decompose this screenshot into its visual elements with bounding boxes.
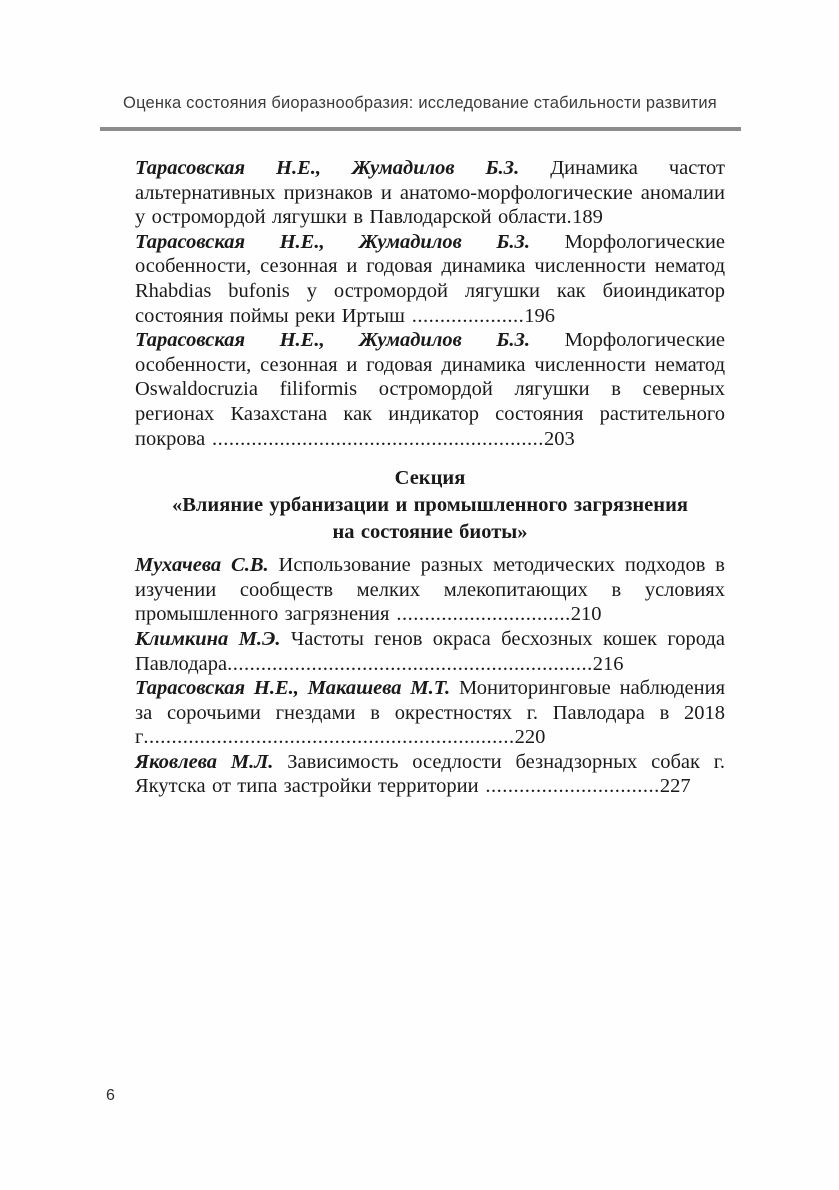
- entry-authors: Мухачева С.В.: [135, 554, 269, 577]
- entry-page-number: 196: [524, 304, 555, 327]
- entry-title: Морфологические особенности, сезонная и годовая динамика численности нематод Rhabdias bufonis у остромордой лягушки как биоиндикатор состояния поймы реки Иртыш: [135, 230, 726, 327]
- section-heading: [135, 465, 725, 546]
- toc-entry: [135, 230, 725, 328]
- header-rule: [100, 127, 741, 131]
- entry-page-number: 203: [543, 427, 575, 450]
- entry-page-number: 216: [592, 652, 624, 675]
- toc-entry: [135, 676, 725, 750]
- dot-leader: .................................................................: [227, 652, 593, 675]
- entry-title: Мониторинговые наблюдения за сорочьими гнездами в окрестностях г. Павлодара в 2018 г: [135, 677, 725, 749]
- section-heading-line: на состояние биоты»: [332, 521, 528, 544]
- entry-title: Динамика частот альтернативных признаков и анатомо-морфологические аномалии у остромордой лягушки в Павлодарской области: [135, 157, 725, 229]
- dot-leader: .: [566, 206, 573, 229]
- entry-authors: Тарасовская Н.Е., Жумадилов Б.З.: [135, 230, 531, 253]
- section-heading-line: «Влияние урбанизации и промышленного загрязнения: [172, 494, 688, 517]
- toc-entry: [135, 156, 725, 230]
- toc-entry: [135, 750, 725, 799]
- toc-entry: [135, 627, 725, 676]
- toc-entry: [135, 553, 725, 627]
- entry-page-number: 210: [570, 603, 602, 626]
- page-number: 6: [106, 1087, 115, 1104]
- toc-entry: [135, 328, 725, 451]
- entry-authors: Тарасовская Н.Е., Жумадилов Б.З.: [135, 329, 531, 352]
- dot-leader: ....................: [404, 304, 525, 327]
- table-of-contents: [135, 156, 725, 799]
- dot-leader: ..................................................................: [143, 726, 515, 749]
- dot-leader: ...............................: [478, 775, 660, 798]
- entry-page-number: 189: [572, 206, 603, 229]
- entry-title: Частоты генов окраса бесхозных кошек города Павлодара: [135, 627, 725, 675]
- entry-authors: Климкина М.Э.: [135, 627, 281, 650]
- dot-leader: ...........................................................: [205, 427, 544, 450]
- entry-title: Морфологические особенности, сезонная и годовая динамика численности нематод Oswaldocruzia filiformis остромордой лягушки в северных регионах Казахстана как индикатор состояния растительного покрова: [135, 329, 726, 450]
- entry-authors: Тарасовская Н.Е., Макашева М.Т.: [135, 677, 451, 700]
- section-heading-line: Секция: [394, 467, 466, 490]
- entry-page-number: 220: [514, 726, 546, 749]
- entry-page-number: 227: [659, 775, 691, 798]
- dot-leader: ...............................: [389, 603, 571, 626]
- entry-title: Использование разных методических подходов в изучении сообществ мелких млекопитающих в условиях промышленного загрязнения: [135, 554, 725, 626]
- running-header: Оценка состояния биоразнообразия: исследование стабильности развития: [123, 94, 717, 112]
- entry-title: Зависимость оседлости безнадзорных собак г. Якутска от типа застройки территории: [135, 750, 725, 798]
- entry-authors: Яковлева М.Л.: [135, 750, 274, 773]
- entry-authors: Тарасовская Н.Е., Жумадилов Б.З.: [135, 157, 520, 179]
